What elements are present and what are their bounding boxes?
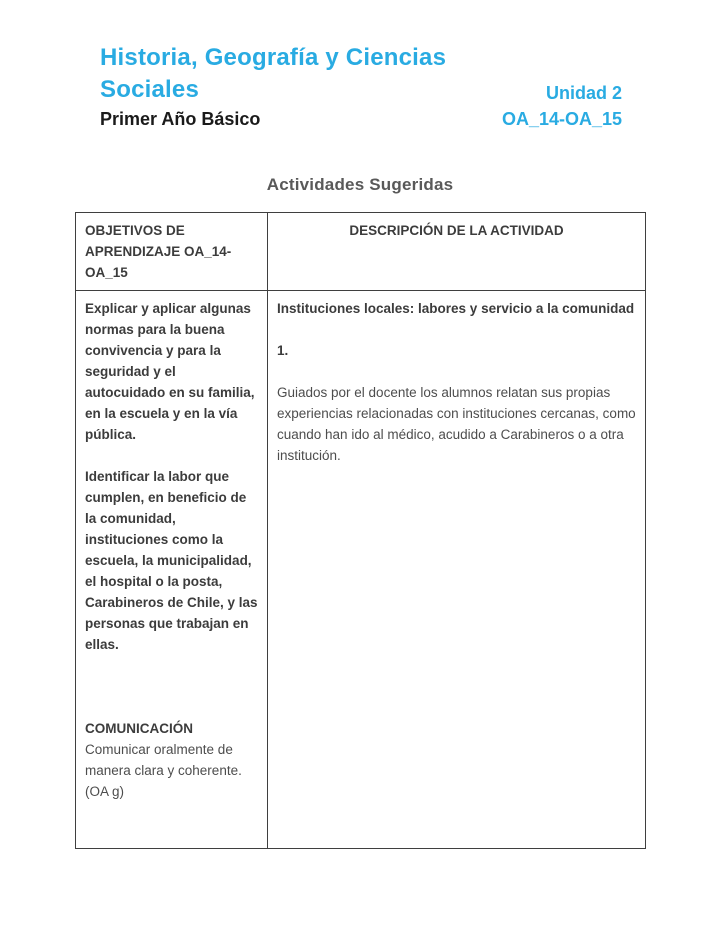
header-left-block — [100, 42, 502, 132]
table-body-row — [76, 291, 646, 849]
unit-label: Unidad 2 — [545, 83, 622, 103]
objectives-column-header: OBJETIVOS DE APRENDIZAJE OA_14-OA_15 — [76, 213, 268, 291]
table-header-row — [76, 213, 646, 291]
objectives-cell — [76, 291, 268, 849]
document-header — [100, 42, 622, 132]
activity-column-header: DESCRIPCIÓN DE LA ACTIVIDAD — [268, 213, 646, 291]
communication-heading: COMUNICACIÓN — [85, 721, 193, 736]
header-right-block — [502, 80, 622, 132]
activity-number: 1. — [277, 343, 289, 358]
communication-text: Comunicar oralmente de manera clara y coherente. (OA g) — [85, 742, 242, 799]
objective-paragraph-1: Explicar y aplicar algunas normas para la buena convivencia y para la seguridad y el autocuidado en su familia, en la escuela y en la vía pública. — [85, 301, 255, 442]
activities-table — [75, 212, 646, 849]
grade-subtitle: Primer Año Básico — [100, 109, 261, 129]
section-title: Actividades Sugeridas — [266, 175, 454, 194]
activity-cell — [268, 291, 646, 849]
objective-paragraph-2: Identificar la labor que cumplen, en beneficio de la comunidad, instituciones como la escuela, la municipalidad, el hospital o la posta, Carabineros de Chile, y las personas que trabajan en ellas. — [85, 469, 258, 652]
subject-title: Historia, Geografía y Ciencias Sociales — [100, 44, 447, 103]
activity-heading: Instituciones locales: labores y servicio a la comunidad — [277, 301, 635, 316]
activity-description: Guiados por el docente los alumnos relatan sus propias experiencias relacionadas con instituciones cercanas, como cuando han ido al médico, acudido a Carabineros o a otra institución. — [277, 385, 636, 463]
vertical-spacer — [85, 676, 258, 718]
oa-codes-label: OA_14-OA_15 — [501, 109, 622, 129]
